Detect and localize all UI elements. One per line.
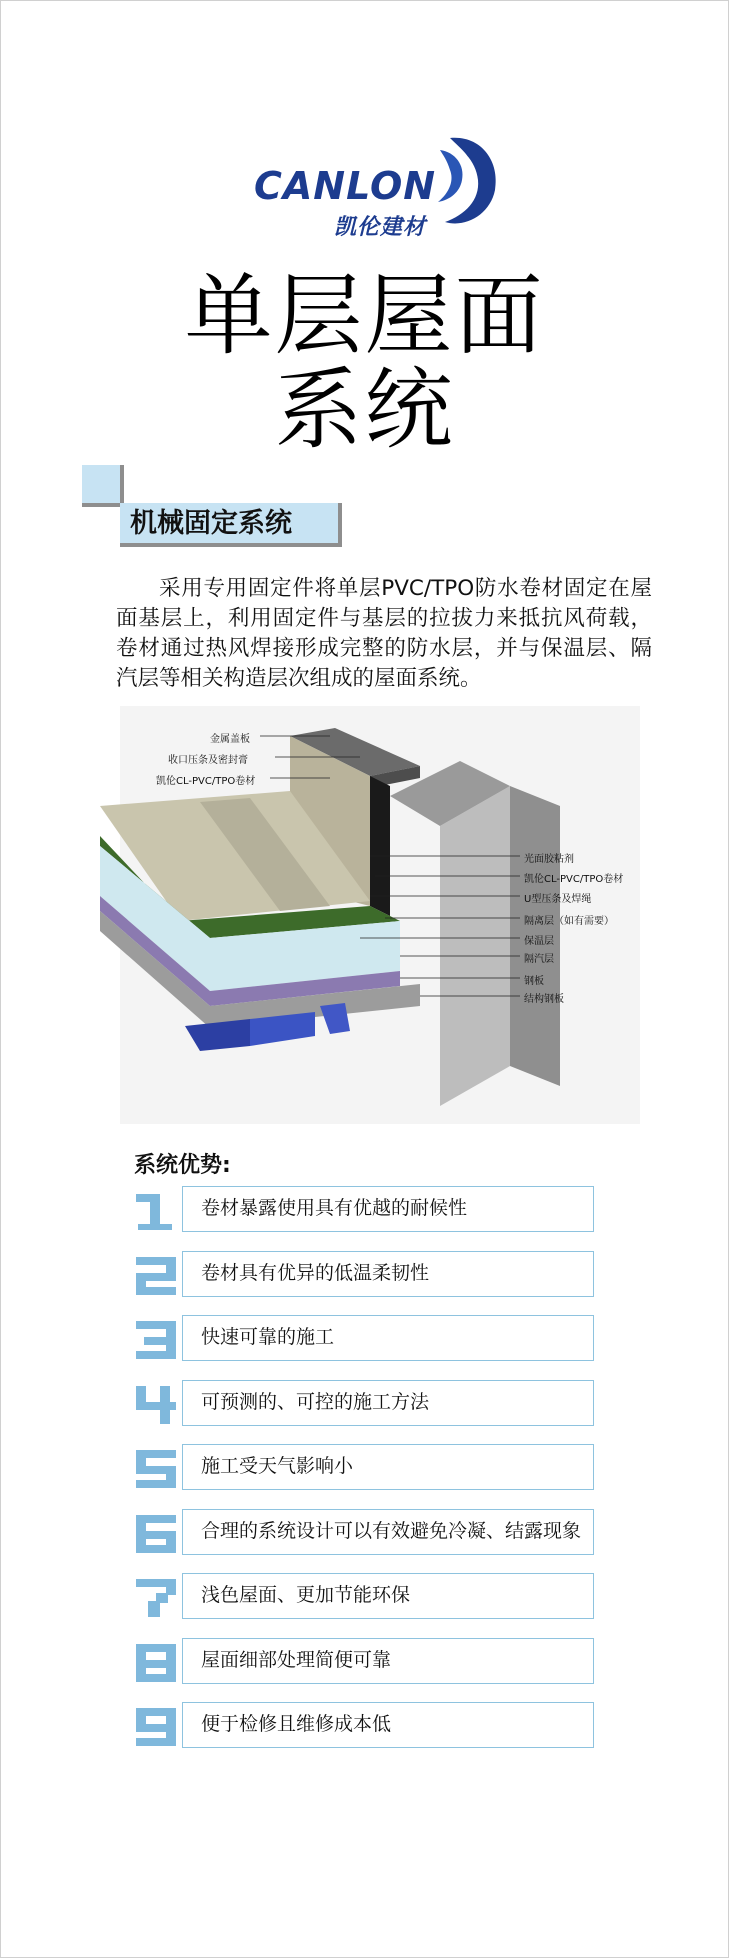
section-title: 机械固定系统 xyxy=(120,503,342,547)
advantage-text: 便于检修且维修成本低 xyxy=(182,1702,594,1748)
number-5-icon xyxy=(136,1446,182,1490)
diagram-label: 隔离层（如有需要） xyxy=(524,916,614,927)
number-7-icon xyxy=(136,1575,182,1619)
list-item xyxy=(136,1573,596,1619)
intro-paragraph: 采用专用固定件将单层PVC/TPO防水卷材固定在屋面基层上，利用固定件与基层的拉拔力来抵抗风荷载，卷材通过热风焊接形成完整的防水层，并与保温层、隔汽层等相关构造层次组成的屋面系统。 xyxy=(116,576,652,691)
advantage-text: 卷材具有优异的低温柔韧性 xyxy=(182,1251,594,1297)
advantages-list xyxy=(136,1186,596,1767)
number-3-icon xyxy=(136,1317,182,1361)
page-title-line1: 单层屋面 xyxy=(184,264,545,367)
advantage-text: 卷材暴露使用具有优越的耐候性 xyxy=(182,1186,594,1232)
diagram-label: 结构钢板 xyxy=(524,994,564,1005)
list-item xyxy=(136,1509,596,1555)
list-item xyxy=(136,1702,596,1748)
roof-system-diagram xyxy=(100,706,660,1126)
list-item xyxy=(136,1444,596,1490)
number-1-icon xyxy=(136,1188,182,1232)
diagram-label: 隔汽层 xyxy=(524,954,554,965)
list-item xyxy=(136,1380,596,1426)
list-item xyxy=(136,1638,596,1684)
advantage-text: 快速可靠的施工 xyxy=(182,1315,594,1361)
diagram-label: 保温层 xyxy=(524,936,554,947)
number-9-icon xyxy=(136,1704,182,1748)
diagram-label: 金属盖板 xyxy=(210,734,250,745)
advantage-text: 浅色屋面、更加节能环保 xyxy=(182,1573,594,1619)
advantage-text: 屋面细部处理简便可靠 xyxy=(182,1638,594,1684)
diagram-label: 凯伦CL-PVC/TPO卷材 xyxy=(156,776,256,787)
logo-wordmark: CANLON xyxy=(254,164,437,208)
diagram-label: 钢板 xyxy=(524,976,544,987)
diagram-label: 凯伦CL-PVC/TPO卷材 xyxy=(524,874,624,885)
number-2-icon xyxy=(136,1253,182,1297)
diagram-label: 光面胶粘剂 xyxy=(524,854,574,865)
advantage-text: 施工受天气影响小 xyxy=(182,1444,594,1490)
list-item xyxy=(136,1186,596,1232)
diagram-label: 收口压条及密封膏 xyxy=(168,755,248,766)
logo-name-cn: 凯伦建材 xyxy=(334,215,427,240)
advantage-text: 合理的系统设计可以有效避免冷凝、结露现象 xyxy=(182,1509,594,1555)
number-6-icon xyxy=(136,1511,182,1555)
brand-logo xyxy=(250,130,490,240)
advantages-title: 系统优势: xyxy=(134,1153,231,1178)
page-title-line2: 系统 xyxy=(274,358,455,461)
section-decoration xyxy=(82,465,124,507)
number-8-icon xyxy=(136,1640,182,1684)
diagram-label: U型压条及焊绳 xyxy=(524,894,592,905)
advantage-text: 可预测的、可控的施工方法 xyxy=(182,1380,594,1426)
number-4-icon xyxy=(136,1382,182,1426)
list-item xyxy=(136,1251,596,1297)
list-item xyxy=(136,1315,596,1361)
